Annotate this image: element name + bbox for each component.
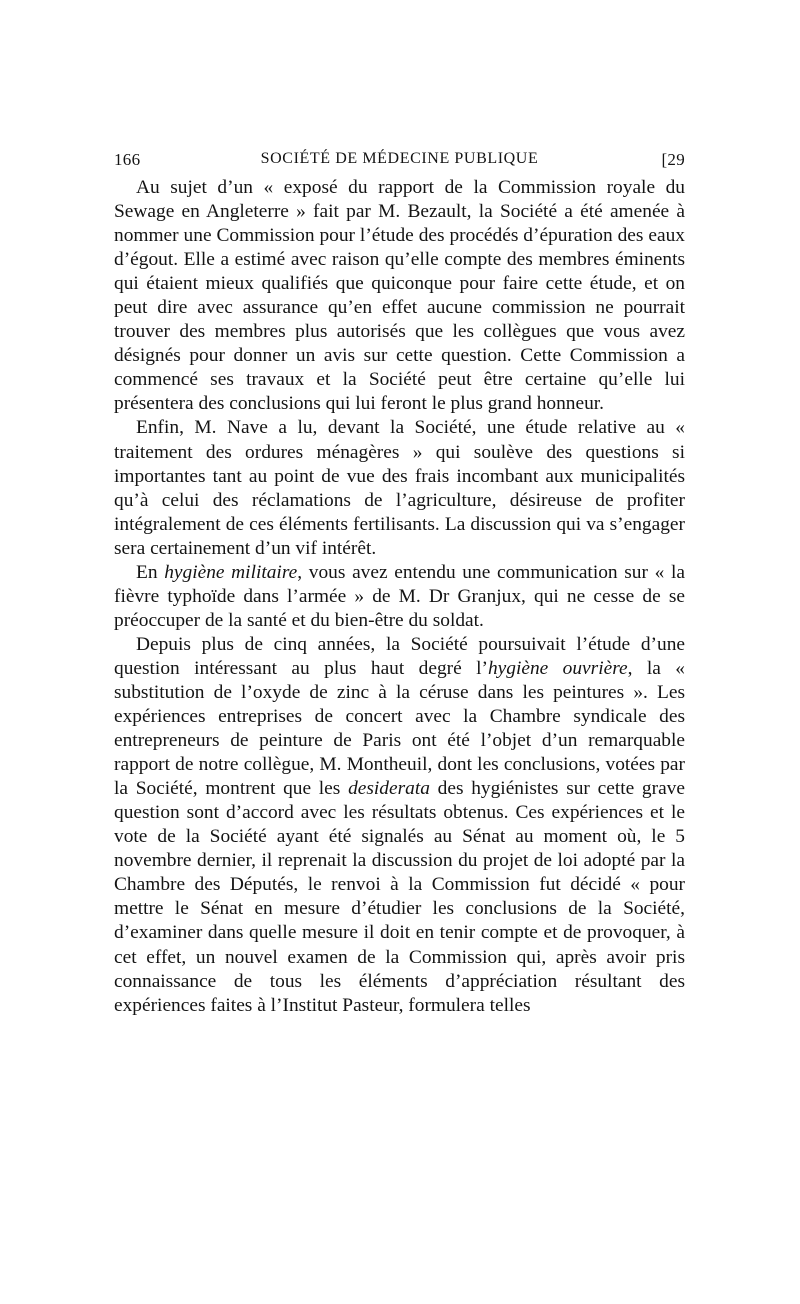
paragraph-worker-hygiene — [114, 633, 685, 1018]
paragraph-text: , vous avez entendu une communication sur « la fièvre typhoïde dans l’armée » de M. Dr Granjux, qui ne cesse de se préoccuper de la santé et du bien-être du soldat. — [114, 561, 685, 631]
italic-term: hygiène militaire — [164, 561, 298, 583]
paragraph-text: Au sujet d’un « exposé du rapport de la Commission royale du Sewage en Angleterre » fait par M. Bezault, la Société a été amenée à nommer une Commission pour l’étude des procédés d’épuration des eaux d’égout. Elle a estimé avec raison qu’elle compte des membres éminents qui étaient mieux qualifiés que quiconque pour faire cette étude, et on peut dire avec assurance qu’en effet aucune commission ne pourrait trouver des membres plus autorisés que les collègues que vous avez désignés pour donner un avis sur cette question. Cette Commission a commencé ses travaux et la Société peut être certaine qu’elle lui présentera des conclusions qui lui feront le plus grand honneur. — [114, 177, 685, 415]
page-number: 166 — [114, 150, 141, 169]
paragraph-text: , la « substitution de l’oxyde de zinc à la céruse dans les peintures ». Les expériences entreprises de concert avec la Chambre syndicale des entrepreneurs de peinture de Paris ont été l’objet d’un remarquable rapport de notre collègue, M. Montheuil, dont les conclusions, votées par la Société, montrent que les — [114, 657, 685, 800]
italic-term: hygiène ouvrière — [487, 657, 628, 679]
paragraph-household-waste — [114, 416, 685, 560]
running-head — [114, 150, 685, 174]
paragraph-text: Enfin, M. Nave a lu, devant la Société, une étude relative au « traitement des ordures ménagères » qui soulève des questions si importantes tant au point de vue des frais incombant aux municipalités qu’à celui des réclamations de l’agriculture, désireuse de profiter intégralement de ces éléments fertilisants. La discussion qui va s’engager sera certainement d’un vif intérêt. — [114, 417, 685, 559]
paragraph-military-hygiene — [114, 561, 685, 633]
italic-term: desiderata — [348, 778, 430, 800]
body-text — [114, 176, 685, 1018]
paragraph-sewage-commission — [114, 176, 685, 416]
book-page — [114, 150, 685, 1018]
paragraph-text: des hygiénistes sur cette grave question sont d’accord avec les résultats obtenus. Ces expériences et le vote de la Société ayant été signalés au Sénat au moment où, le 5 novembre dernier, il reprenait la discussion du projet de loi adopté par la Chambre des Députés, le renvoi à la Commission fut décidé « pour mettre le Sénat en mesure d’étudier les conclusions de la Société, d’examiner dans quelle mesure il doit en tenir compte et de provoquer, à cet effet, un nouvel examen de la Commission qui, après avoir pris connaissance de tous les éléments d’appréciation résultant des expériences faites à l’Institut Pasteur, formulera telles — [114, 778, 685, 1016]
paragraph-text: Depuis plus de cinq années, la Société poursuivait l’étude d’une question intéressant au plus haut degré l’ — [114, 633, 685, 679]
paragraph-text: En — [136, 561, 165, 583]
running-title: SOCIÉTÉ DE MÉDECINE PUBLIQUE — [260, 150, 539, 167]
bracket-number: [29 — [661, 150, 685, 169]
